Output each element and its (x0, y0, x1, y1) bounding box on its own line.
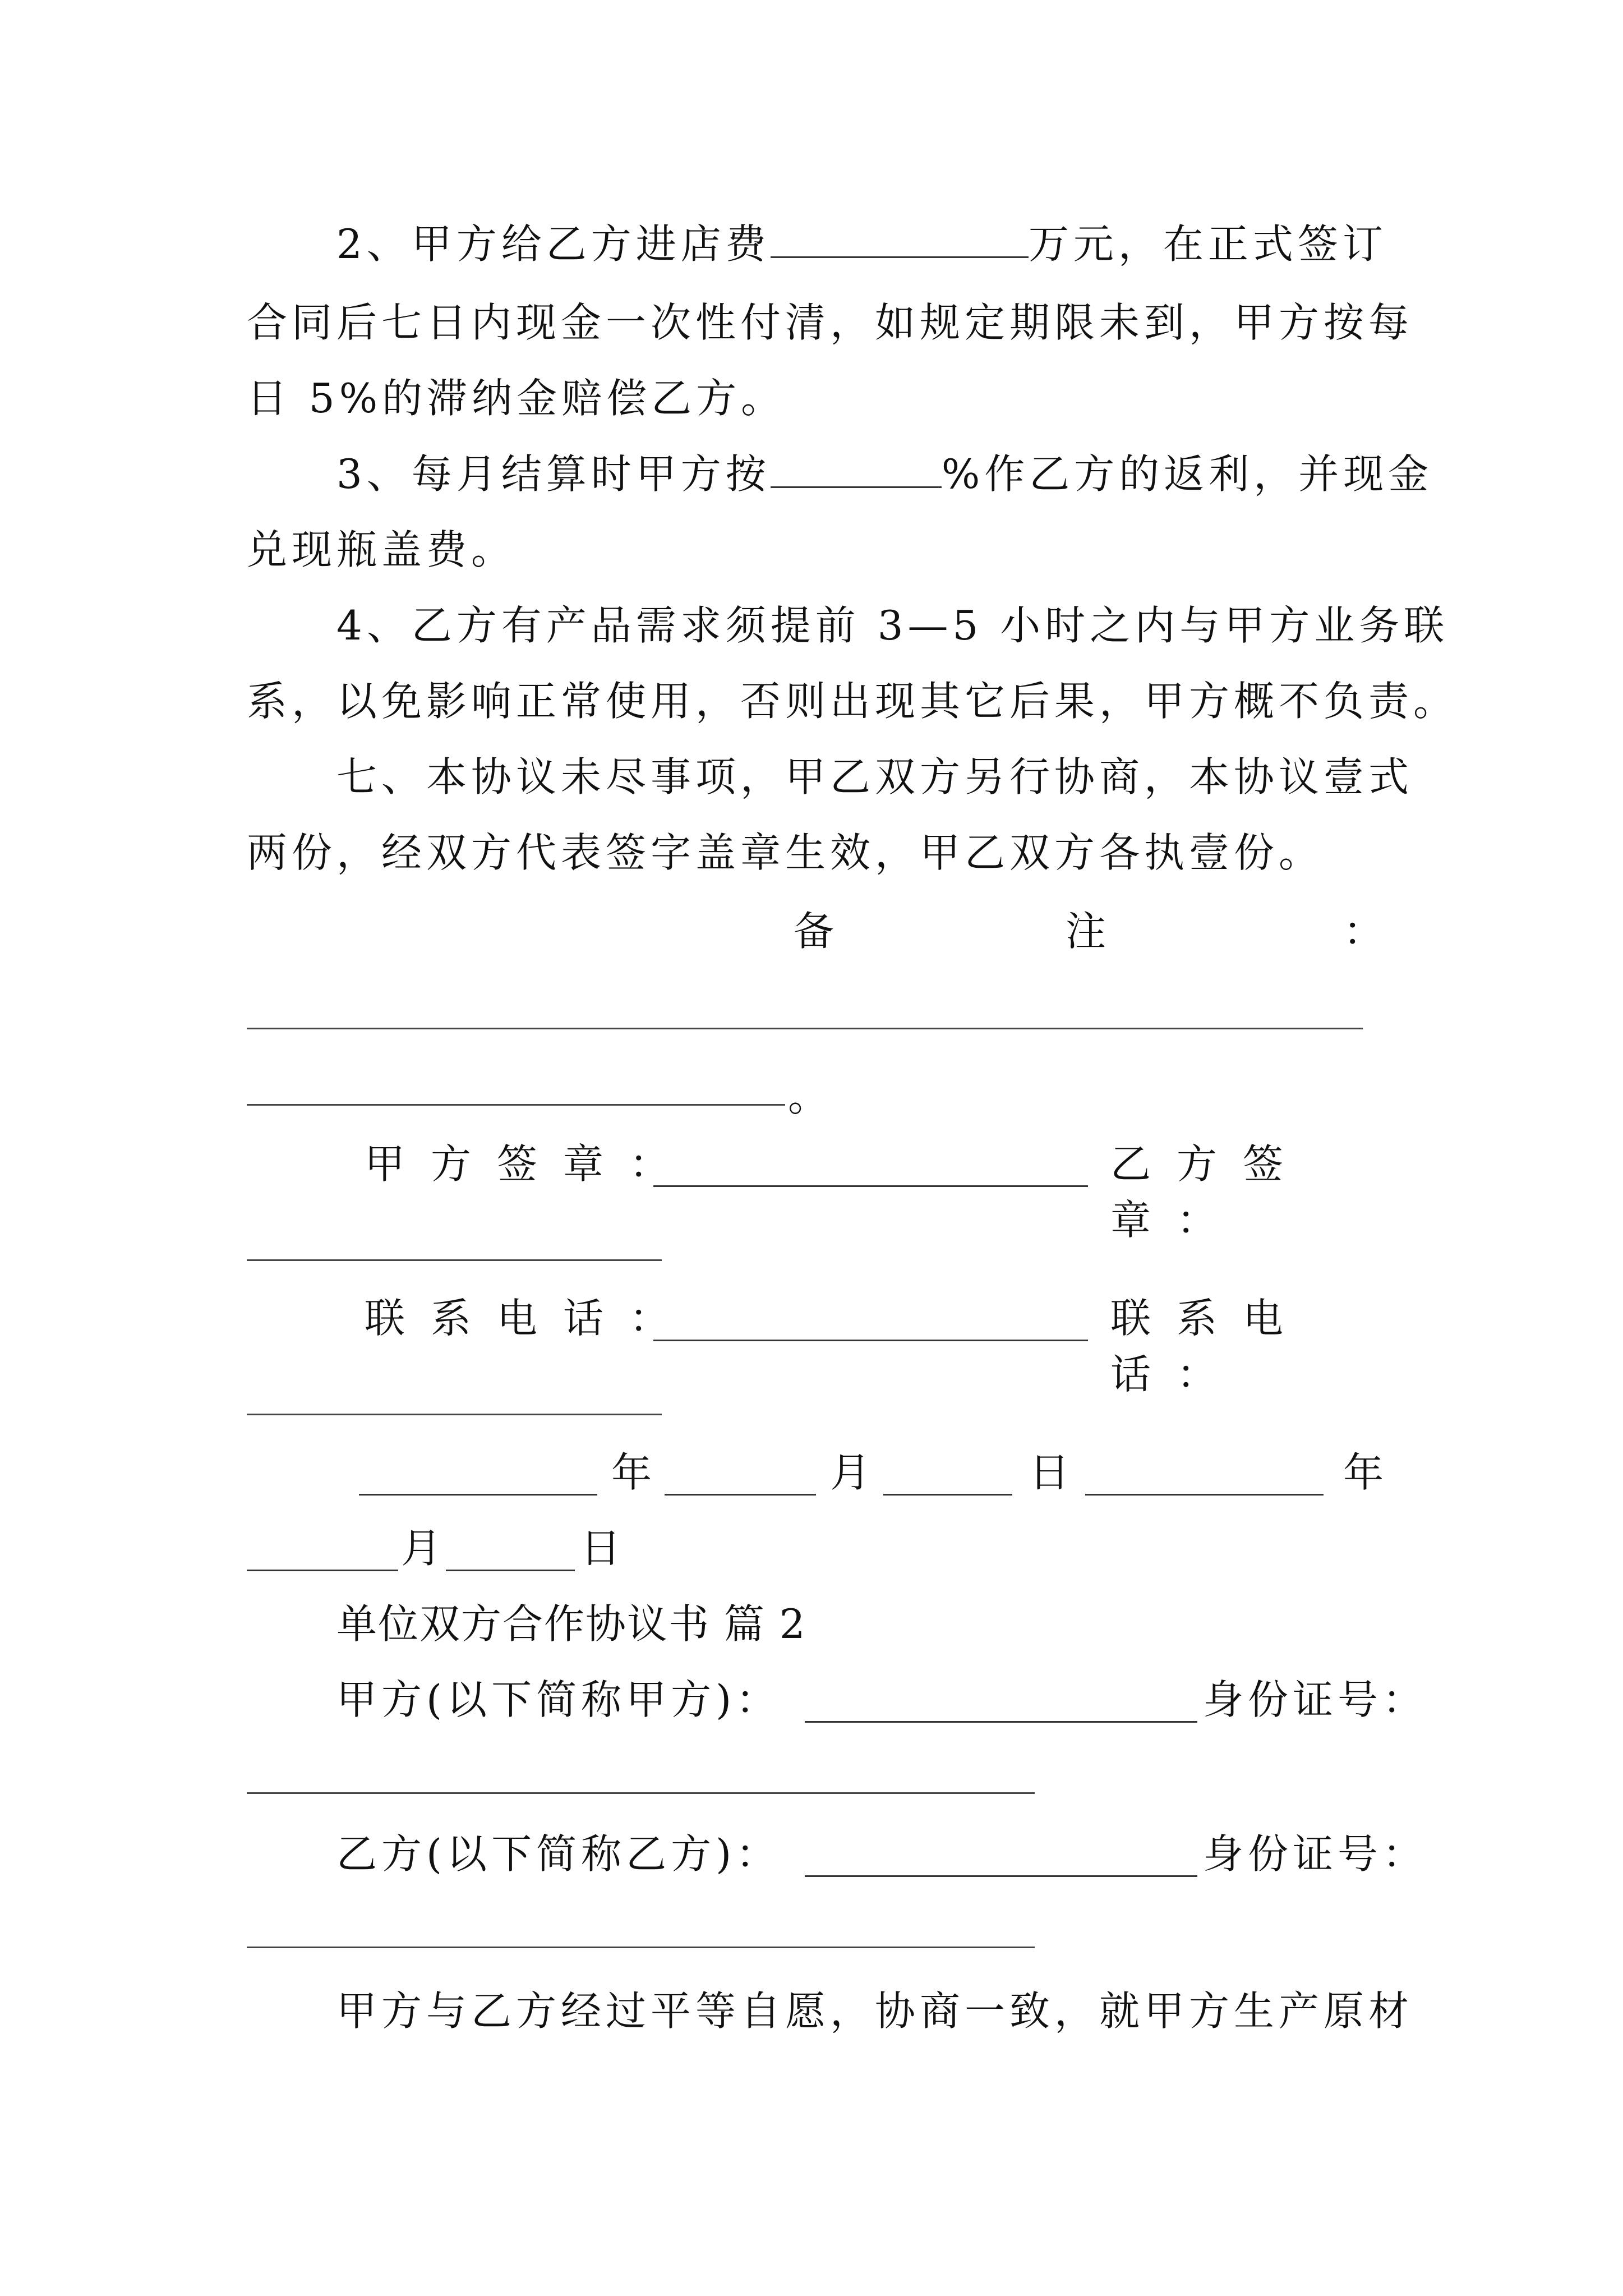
remarks-char-2: 注 (1066, 908, 1111, 955)
clause-4-line-1: 4、乙方有产品需求须提前 3—5 小时之内与甲方业务联 (336, 602, 1449, 649)
date-row-2 (247, 1520, 1385, 1576)
clause-3-text-a: 3、每月结算时甲方按 (336, 450, 771, 498)
party-b-year-label: 年 (1343, 1449, 1384, 1496)
party-b-month-label: 月 (401, 1525, 442, 1572)
clause-3-text-b: %作乙方的返利，并现金 (941, 450, 1433, 498)
party-b-signature-blank[interactable] (247, 1259, 662, 1261)
party-a-row (336, 1672, 1428, 1728)
clause-7-line-2: 两份，经双方代表签字盖章生效，甲乙双方各执壹份。 (247, 829, 1324, 876)
remarks-char-1: 备 (794, 908, 839, 955)
party-b-year-blank[interactable] (1085, 1459, 1324, 1496)
party-b-signature-label: 乙方签章： (1110, 1140, 1310, 1244)
party-b-name-label: 乙方(以下简称乙方)： (336, 1830, 781, 1878)
party-b-id-blank[interactable] (247, 1947, 1035, 1948)
signature-row (247, 1136, 1385, 1244)
party-a-month-blank[interactable] (665, 1459, 816, 1496)
clause-2-text-b: 万元，在正式签订 (1028, 220, 1387, 268)
remarks-row (247, 903, 1389, 959)
party-b-day-label: 日 (580, 1525, 621, 1572)
remarks-colon: ： (1343, 908, 1389, 955)
party-b-id-label: 身份证号： (1203, 1830, 1428, 1878)
phone-row (247, 1290, 1385, 1398)
party-a-signature-label: 甲方签章： (365, 1140, 696, 1188)
party-a-name-blank[interactable] (805, 1686, 1197, 1723)
clause-3-line-1 (336, 446, 1433, 502)
date-row (247, 1444, 1385, 1501)
party-a-id-blank[interactable] (247, 1792, 1035, 1794)
clause-2-text-a: 2、甲方给乙方进店费 (336, 220, 771, 268)
party-b-row (336, 1826, 1428, 1882)
clause-2-line-3: 日 5%的滞纳金赔偿乙方。 (247, 375, 786, 422)
party-a-phone-label: 联系电话： (365, 1295, 696, 1342)
party-b-day-blank[interactable] (446, 1535, 575, 1571)
section-2-intro: 甲方与乙方经过平等自愿，协商一致，就甲方生产原材 (336, 1987, 1414, 2035)
party-a-year-label: 年 (611, 1449, 652, 1496)
party-b-phone-blank[interactable] (247, 1414, 662, 1415)
party-a-year-blank[interactable] (359, 1459, 597, 1496)
party-a-name-label: 甲方(以下简称甲方)： (336, 1676, 781, 1723)
party-a-id-label: 身份证号： (1203, 1676, 1428, 1723)
clause-2-line-2: 合同后七日内现金一次性付清，如规定期限未到，甲方按每 (247, 299, 1414, 346)
party-b-name-blank[interactable] (805, 1841, 1197, 1877)
remarks-blank-line-1[interactable] (247, 1028, 1363, 1029)
remarks-blank-line-2[interactable] (247, 1104, 785, 1106)
party-a-day-blank[interactable] (883, 1459, 1012, 1496)
clause-2-line-1 (336, 216, 1385, 272)
section-2-heading: 单位双方合作协议书 篇 2 (336, 1600, 806, 1648)
party-a-day-label: 日 (1029, 1449, 1070, 1496)
party-a-phone-blank[interactable] (653, 1305, 1088, 1341)
party-a-month-label: 月 (830, 1449, 871, 1496)
clause-3-line-2: 兑现瓶盖费。 (247, 526, 517, 573)
remarks-end-mark: 。 (788, 1073, 833, 1120)
party-b-phone-label: 联系电话： (1110, 1295, 1310, 1398)
clause-4-line-2: 系，以免影响正常使用，否则出现其它后果，甲方概不负责。 (247, 678, 1459, 725)
clause-7-line-1: 七、本协议未尽事项，甲乙双方另行协商，本协议壹式 (336, 753, 1414, 800)
rebate-percent-blank[interactable] (771, 447, 942, 488)
party-a-signature-blank[interactable] (653, 1151, 1088, 1187)
party-b-month-blank[interactable] (247, 1535, 398, 1571)
entry-fee-blank[interactable] (771, 217, 1029, 258)
